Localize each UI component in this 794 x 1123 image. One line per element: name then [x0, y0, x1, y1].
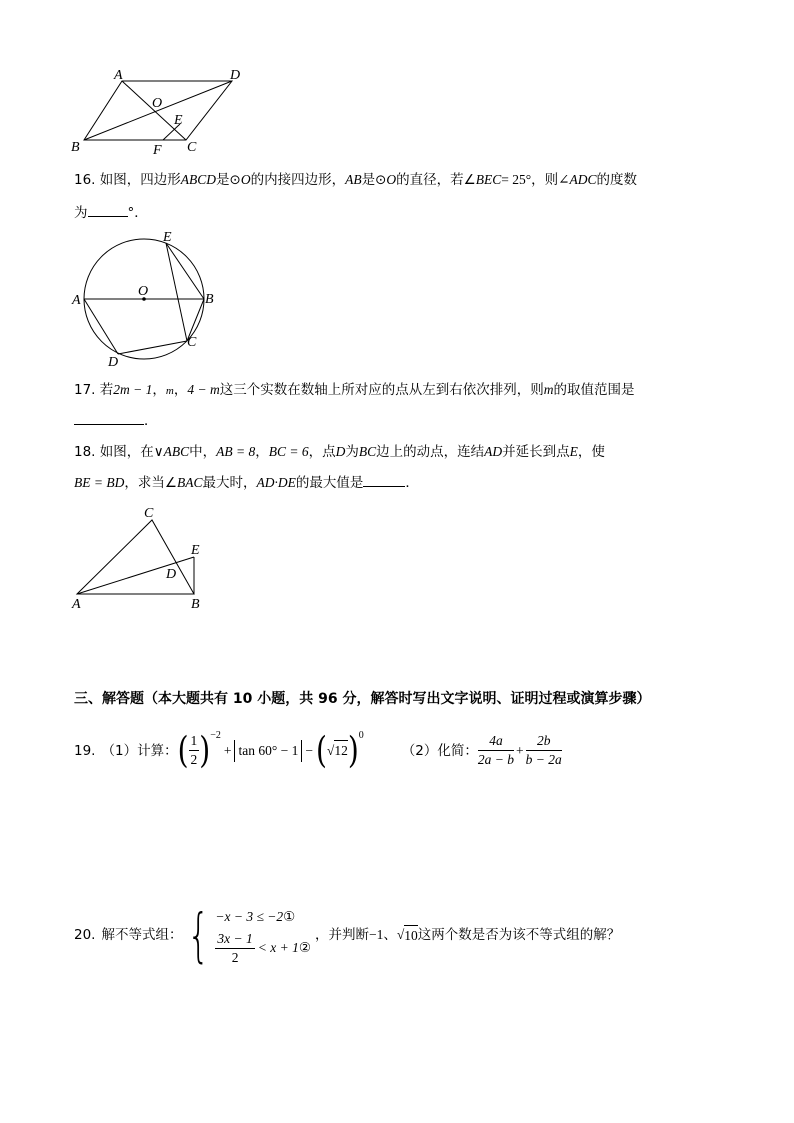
q18-text: 边上的动点，连结 — [376, 444, 485, 460]
q17-text: ． — [144, 413, 158, 429]
circle-figure — [68, 228, 228, 368]
q17-m: m — [165, 385, 174, 397]
q18-AD-DE: AD·DE — [256, 475, 296, 490]
fraction-numerator: 4a — [478, 732, 514, 751]
label-B: B — [71, 140, 80, 155]
segment-DC — [118, 341, 187, 354]
value-neg1: −1 — [368, 927, 384, 942]
q17-expr-4-m: 4 − m — [187, 382, 220, 397]
q18-text: 为 — [345, 444, 359, 460]
fraction-4a-over-2a-b — [478, 732, 514, 769]
q18-BC-6: BC = 6 — [268, 444, 309, 459]
q18-text: 中， — [189, 444, 217, 460]
q18-D: D — [335, 444, 346, 459]
ineq2-rest: < x + 1 — [257, 940, 299, 955]
question-19 — [74, 728, 562, 772]
label-C: C — [187, 335, 197, 350]
q18-BAC: BAC — [176, 475, 203, 490]
q18-text: ，点 — [308, 444, 336, 460]
segment-AD — [84, 299, 118, 354]
label-B: B — [205, 292, 214, 307]
q17-text: ， — [152, 382, 166, 398]
circled-2: ② — [298, 940, 311, 956]
system-brace: { — [187, 901, 211, 969]
label-D: D — [108, 355, 119, 368]
label-A: A — [72, 597, 81, 612]
fraction-one-half — [189, 732, 200, 769]
q17-m: m — [543, 382, 554, 397]
q16-O: O — [240, 172, 251, 187]
q18-BE-BD: BE = BD — [74, 475, 125, 490]
q18-text: 最大时， — [202, 475, 257, 491]
right-paren: ) — [347, 728, 359, 772]
q18-text: ． — [405, 475, 419, 491]
label-A: A — [114, 68, 123, 83]
abs-tan60-minus1: tan 60° − 1 — [234, 740, 302, 762]
q17-text: 这三个实数在数轴上所对应的点从左到右依次排列，则 — [219, 382, 544, 398]
fraction-3x-1-over-2 — [215, 930, 254, 967]
fraction-denominator: 2 — [231, 949, 239, 965]
q18-AB-8: AB = 8 — [216, 444, 256, 459]
q16-text: 的度数 — [596, 172, 637, 188]
q18-text: 并延长到点 — [502, 444, 570, 460]
question-17-line1 — [74, 380, 634, 401]
q17-number: 17. — [74, 382, 96, 398]
plus-sign: + — [516, 742, 524, 758]
q16-O: O — [386, 172, 397, 187]
label-A: A — [72, 293, 81, 308]
answer-blank-18[interactable] — [363, 472, 405, 487]
q18-BC: BC — [358, 444, 377, 459]
question-16-line1 — [74, 170, 637, 190]
q18-number: 18. — [74, 444, 96, 460]
fraction-numerator: 2b — [526, 732, 562, 751]
q16-AB: AB — [345, 172, 362, 187]
fraction-denominator: b − 2a — [525, 752, 562, 767]
label-O: O — [138, 284, 149, 299]
inequality-system — [215, 904, 311, 967]
label-C: C — [144, 506, 154, 521]
q16-number: 16. — [74, 172, 96, 188]
question-18-line2 — [74, 472, 419, 493]
ineq1-expr: −x − 3 ≤ −2 — [215, 908, 284, 924]
q16-ADC: ADC — [569, 172, 597, 187]
triangle-figure — [68, 500, 218, 615]
label-E: E — [191, 543, 200, 558]
q16-text: 如图，四边形 — [99, 172, 181, 188]
q16-ABCD: ABCD — [180, 172, 217, 187]
q18-AD: AD — [484, 444, 503, 459]
q19-number: 19. — [74, 742, 96, 759]
q18-text: 如图，在∨ — [99, 444, 164, 460]
inequality-2 — [215, 930, 311, 967]
answer-blank-16[interactable] — [88, 202, 128, 217]
circled-1: ① — [283, 908, 296, 925]
q20-text: 这两个数是否为该不等式组的解？ — [417, 927, 621, 943]
left-paren: ( — [177, 728, 189, 772]
left-paren: ( — [315, 728, 327, 772]
sqrt-symbol: √ — [396, 927, 405, 942]
fraction-numerator: 3x − 1 — [215, 930, 254, 949]
q16-angle-value: = 25°，则∠ — [501, 172, 570, 187]
plus-sign: + — [223, 742, 232, 758]
label-E: E — [163, 230, 172, 245]
q16-text: 为 — [74, 205, 88, 221]
q18-text: ， — [255, 444, 269, 460]
parallelogram-figure — [68, 62, 258, 157]
answer-blank-17[interactable] — [74, 410, 144, 425]
sqrt-12-radicand: 12 — [334, 740, 348, 761]
fraction-numerator: 1 — [189, 732, 200, 751]
segment-AE — [77, 557, 194, 594]
fraction-2b-over-b-2a — [526, 732, 562, 769]
q17-expr-2m-1: 2m − 1 — [113, 382, 153, 397]
q16-text: 的直径，若∠ — [396, 172, 476, 188]
q20-text: 解不等式组： — [101, 927, 183, 943]
minus-sign: − — [305, 742, 313, 758]
q19-part1-label: （1）计算： — [101, 742, 178, 759]
q17-text: 若 — [99, 382, 114, 398]
sqrt-symbol: √ — [326, 742, 335, 758]
q16-text: 是⊙ — [216, 172, 241, 188]
exponent-neg2: −2 — [210, 730, 221, 741]
q18-E: E — [569, 444, 578, 459]
q18-ABC: ABC — [163, 444, 190, 459]
fraction-denominator: 2a − b — [477, 752, 514, 767]
q16-text: 是⊙ — [361, 172, 387, 188]
q19-part2-label: （2）化简： — [401, 742, 478, 759]
label-C: C — [187, 140, 197, 155]
question-18-line1 — [74, 442, 605, 462]
exponent-zero: 0 — [358, 730, 364, 741]
section-3-heading: 三、解答题（本大题共有 10 小题，共 96 分，解答时写出文字说明、证明过程或演算步骤） — [74, 691, 651, 707]
fraction-denominator: 2 — [190, 752, 198, 767]
label-D: D — [166, 567, 177, 582]
triangle-ABC — [77, 520, 194, 594]
q20-text: ，并判断 — [314, 927, 369, 943]
label-B: B — [191, 597, 200, 612]
right-paren: ) — [199, 728, 211, 772]
label-D: D — [230, 68, 241, 83]
label-E: E — [174, 113, 183, 128]
question-20 — [74, 900, 620, 970]
q16-text: °． — [127, 205, 148, 221]
q20-text: 、 — [383, 927, 397, 943]
q17-text: 的取值范围是 — [553, 382, 635, 398]
inequality-1 — [215, 904, 311, 930]
q18-text: ，求当∠ — [124, 475, 177, 491]
q16-text: 的内接四边形， — [250, 172, 346, 188]
sqrt-10-radicand: 10 — [404, 925, 418, 946]
question-17-line2 — [74, 410, 158, 431]
q17-text: ， — [173, 382, 188, 398]
q18-text: ，使 — [577, 444, 605, 460]
label-O: O — [152, 96, 163, 111]
q16-BEC: BEC — [475, 172, 502, 187]
label-F: F — [153, 143, 162, 157]
q20-number: 20. — [74, 927, 96, 943]
question-16-line2 — [74, 202, 148, 223]
q18-text: 的最大值是 — [295, 475, 364, 491]
